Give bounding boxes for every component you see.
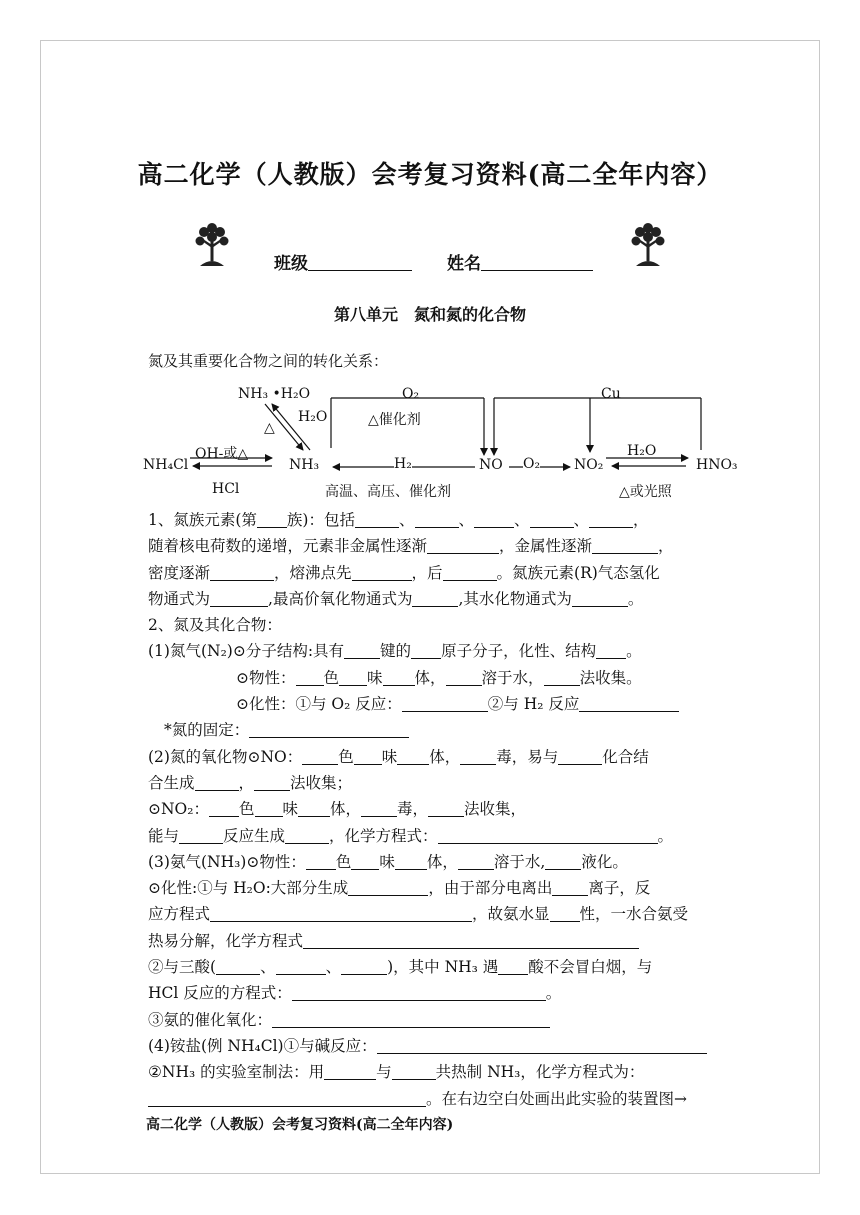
unit-title: 第八单元 氮和氮的化合物 xyxy=(333,305,526,324)
text: 。 xyxy=(657,826,674,845)
fill-blank[interactable] xyxy=(377,1035,707,1054)
text: 、 xyxy=(458,511,475,529)
fill-blank[interactable] xyxy=(272,1009,550,1028)
text: )，其中 NH₃ 遇 xyxy=(387,958,499,977)
line-20 xyxy=(148,1007,716,1033)
line-6 xyxy=(148,638,716,664)
fill-blank[interactable] xyxy=(558,746,602,765)
label-oh-heat: OH-或△ xyxy=(195,446,249,462)
text: 液化。 xyxy=(581,852,628,871)
text: 味 xyxy=(381,747,398,766)
fill-blank[interactable] xyxy=(383,667,415,686)
fill-blank[interactable] xyxy=(458,851,494,870)
label-o2-mid: O₂ xyxy=(523,456,541,472)
text: 化合结 xyxy=(602,747,649,766)
text: 随着核电荷数的递增，元素非金属性逐渐 xyxy=(148,537,428,556)
text: 毒，易与 xyxy=(496,747,559,766)
fill-blank[interactable] xyxy=(545,851,581,870)
line-2 xyxy=(148,533,716,559)
fill-blank[interactable] xyxy=(352,562,412,581)
text: ③氨的催化氧化： xyxy=(148,1010,273,1029)
fill-blank[interactable] xyxy=(596,640,626,659)
fill-blank[interactable] xyxy=(148,1088,426,1107)
fill-blank[interactable] xyxy=(348,877,428,896)
text: 1、氮族元素(第 xyxy=(148,511,257,529)
line-22 xyxy=(148,1059,716,1085)
line-17 xyxy=(148,928,716,954)
fill-blank[interactable] xyxy=(296,667,324,686)
line-19 xyxy=(148,980,716,1006)
text: 色 xyxy=(338,747,354,766)
text: 。 xyxy=(545,984,562,1003)
text: 热易分解，化学方程式 xyxy=(148,931,304,950)
text: 性，一水合氨受 xyxy=(579,905,689,924)
text: ，后 xyxy=(411,563,443,582)
text: (3)氨气(NH₃)⊙物性： xyxy=(148,852,306,871)
compound-nh4cl: NH₄Cl xyxy=(143,457,189,473)
line-13 xyxy=(148,823,716,849)
fill-blank[interactable] xyxy=(427,535,499,554)
text: 法收集， xyxy=(464,800,527,819)
fill-blank[interactable] xyxy=(415,509,459,528)
fill-blank[interactable] xyxy=(210,562,274,581)
fill-blank[interactable] xyxy=(592,535,658,554)
compound-no: NO xyxy=(479,457,503,473)
line-18 xyxy=(148,954,716,980)
text: 体， xyxy=(426,852,458,871)
text: 法收集。 xyxy=(579,668,642,687)
line-3 xyxy=(148,560,716,586)
text: 体， xyxy=(414,668,446,687)
line-16 xyxy=(148,901,716,927)
text: 法收集； xyxy=(290,773,353,792)
fill-blank[interactable] xyxy=(361,798,397,817)
text: 体， xyxy=(429,747,461,766)
text: 离子，反 xyxy=(588,879,651,898)
text: 、 xyxy=(325,958,342,977)
text: ， xyxy=(633,511,649,529)
text: ，金属性逐渐 xyxy=(499,537,593,556)
fill-blank[interactable] xyxy=(306,851,336,870)
label-h2o-b: H₂O xyxy=(627,443,657,459)
text: ⊙化性：①与 O₂ 反应： xyxy=(236,695,402,714)
label-h2o-a: H₂O xyxy=(298,409,328,425)
fill-blank[interactable] xyxy=(257,509,287,528)
label-h2: H₂ xyxy=(394,456,412,472)
text: ②与三酸( xyxy=(148,958,217,977)
line-4 xyxy=(148,586,716,612)
text: 密度逐渐 xyxy=(148,563,211,582)
fill-blank[interactable] xyxy=(402,693,488,712)
text: ⊙化性:①与 H₂O:大部分生成 xyxy=(148,879,349,898)
fill-blank[interactable] xyxy=(411,640,441,659)
text: 、 xyxy=(398,511,415,529)
fill-blank[interactable] xyxy=(195,772,239,791)
intro-text: 氮及其重要化合物之间的转化关系： xyxy=(148,352,389,370)
text: ，由于部分电离出 xyxy=(428,879,553,898)
compound-no2: NO₂ xyxy=(574,457,604,473)
text: 2、氮及其化合物： xyxy=(148,616,282,635)
fill-blank[interactable] xyxy=(210,903,472,922)
page-title: 高二化学（人教版）会考复习资料(高二全年内容） xyxy=(137,160,723,189)
text: ，熔沸点先 xyxy=(274,563,352,582)
fill-blank[interactable] xyxy=(210,588,268,607)
fill-blank[interactable] xyxy=(446,667,482,686)
fill-blank[interactable] xyxy=(276,956,326,975)
text: ,其水化物通式为 xyxy=(458,589,572,608)
line-7 xyxy=(148,665,716,691)
fill-blank[interactable] xyxy=(579,693,679,712)
text: 味 xyxy=(379,852,395,871)
fill-blank[interactable] xyxy=(324,1061,376,1080)
fill-blank[interactable] xyxy=(355,509,399,528)
text: 共热制 NH₃，化学方程式为： xyxy=(435,1063,645,1082)
fill-blank[interactable] xyxy=(209,798,239,817)
text: *氮的固定： xyxy=(164,721,250,740)
fill-blank[interactable] xyxy=(339,667,367,686)
fill-blank[interactable] xyxy=(303,930,639,949)
fill-blank[interactable] xyxy=(550,903,580,922)
text: 、 xyxy=(260,958,276,977)
fill-blank[interactable] xyxy=(544,667,580,686)
line-9 xyxy=(148,717,716,743)
text: (4)铵盐(例 NH₄Cl)①与碱反应： xyxy=(148,1036,377,1055)
line-12 xyxy=(148,796,716,822)
line-23 xyxy=(148,1086,716,1112)
fill-blank[interactable] xyxy=(292,982,546,1001)
text: 。 xyxy=(626,642,642,661)
line-21 xyxy=(148,1033,716,1059)
worksheet-body xyxy=(148,507,716,1112)
conversion-diagram xyxy=(0,0,860,510)
label-catalyst: △催化剂 xyxy=(368,412,421,428)
line-10 xyxy=(148,744,716,770)
line-1 xyxy=(148,507,716,533)
fill-blank[interactable] xyxy=(438,825,658,844)
text: ⊙NO₂： xyxy=(148,800,209,819)
text: 溶于水， xyxy=(481,668,544,687)
text: 酸不会冒白烟，与 xyxy=(528,958,653,977)
text: 族)：包括 xyxy=(286,511,355,529)
compound-nh3: NH₃ xyxy=(289,457,320,473)
label-hcl: HCl xyxy=(212,481,240,497)
text: 体， xyxy=(330,800,362,819)
text: ⊙物性： xyxy=(236,668,296,687)
fill-blank[interactable] xyxy=(530,509,574,528)
fill-blank[interactable] xyxy=(498,956,528,975)
line-11 xyxy=(148,770,716,796)
fill-blank[interactable] xyxy=(254,772,290,791)
text: 键的 xyxy=(380,642,412,661)
fill-blank[interactable] xyxy=(255,798,283,817)
text: 合生成 xyxy=(148,773,195,792)
fill-blank[interactable] xyxy=(249,719,409,738)
fill-blank[interactable] xyxy=(341,956,387,975)
name-label: 姓名 xyxy=(447,254,481,274)
page-footer: 高二化学（人教版）会考复习资料(高二全年内容) xyxy=(146,1117,454,1133)
fill-blank[interactable] xyxy=(397,746,429,765)
text: 原子分子，化性、结构 xyxy=(441,642,597,661)
text: ②NH₃ 的实验室制法：用 xyxy=(148,1063,325,1082)
fill-blank[interactable] xyxy=(285,825,329,844)
text: ,最高价氧化物通式为 xyxy=(268,589,413,608)
fill-blank[interactable] xyxy=(474,509,514,528)
fill-blank[interactable] xyxy=(344,640,380,659)
text: 、 xyxy=(573,511,590,529)
text: 与 xyxy=(376,1063,392,1082)
fill-blank[interactable] xyxy=(572,588,628,607)
text: 毒， xyxy=(397,800,429,819)
text: 色 xyxy=(335,852,352,871)
text: 味 xyxy=(282,800,299,819)
line-8 xyxy=(148,691,716,717)
text: 。氮族元素(R)气态氢化 xyxy=(496,563,660,582)
fill-blank[interactable] xyxy=(179,825,223,844)
label-o2-top: O₂ xyxy=(402,386,420,402)
fill-blank[interactable] xyxy=(302,746,338,765)
text: 反应生成 xyxy=(223,826,286,845)
text: 应方程式 xyxy=(148,905,211,924)
label-cu: Cu xyxy=(601,386,621,402)
fill-blank[interactable] xyxy=(412,588,458,607)
fill-blank[interactable] xyxy=(428,798,464,817)
label-conditions: 高温、高压、催化剂 xyxy=(325,484,451,500)
fill-blank[interactable] xyxy=(354,746,382,765)
text: 、 xyxy=(514,511,530,529)
line-15 xyxy=(148,875,716,901)
line-14 xyxy=(148,849,716,875)
fill-blank[interactable] xyxy=(395,851,427,870)
label-heat-a: △ xyxy=(264,420,275,436)
fill-blank[interactable] xyxy=(392,1061,436,1080)
compound-hno3: HNO₃ xyxy=(696,457,738,473)
text: 味 xyxy=(367,668,383,687)
label-light: △或光照 xyxy=(619,484,672,500)
fill-blank[interactable] xyxy=(298,798,330,817)
fill-blank[interactable] xyxy=(216,956,260,975)
fill-blank[interactable] xyxy=(443,562,497,581)
fill-blank[interactable] xyxy=(460,746,496,765)
text: (2)氮的氧化物⊙NO： xyxy=(148,747,303,766)
class-label: 班级 xyxy=(274,254,308,274)
text: (1)氮气(N₂)⊙分子结构:具有 xyxy=(148,642,345,661)
fill-blank[interactable] xyxy=(589,509,633,528)
text: 色 xyxy=(323,668,340,687)
text: 。在右边空白处画出此实验的装置图→ xyxy=(426,1089,687,1108)
text: ， xyxy=(658,537,674,556)
text: ， xyxy=(238,773,255,792)
line-5 xyxy=(148,612,716,638)
text: ，故氨水显 xyxy=(472,905,550,924)
text: 。 xyxy=(627,589,644,608)
text: 能与 xyxy=(148,826,180,845)
fill-blank[interactable] xyxy=(351,851,379,870)
text: ，化学方程式： xyxy=(329,826,438,845)
text: ②与 H₂ 反应 xyxy=(487,695,580,714)
text: HCl 反应的方程式： xyxy=(148,984,292,1003)
text: 色 xyxy=(238,800,255,819)
fill-blank[interactable] xyxy=(552,877,588,896)
text: 物通式为 xyxy=(148,589,211,608)
label-nh3h2o: NH₃ •H₂O xyxy=(238,386,311,402)
text: 溶于水, xyxy=(493,852,546,871)
